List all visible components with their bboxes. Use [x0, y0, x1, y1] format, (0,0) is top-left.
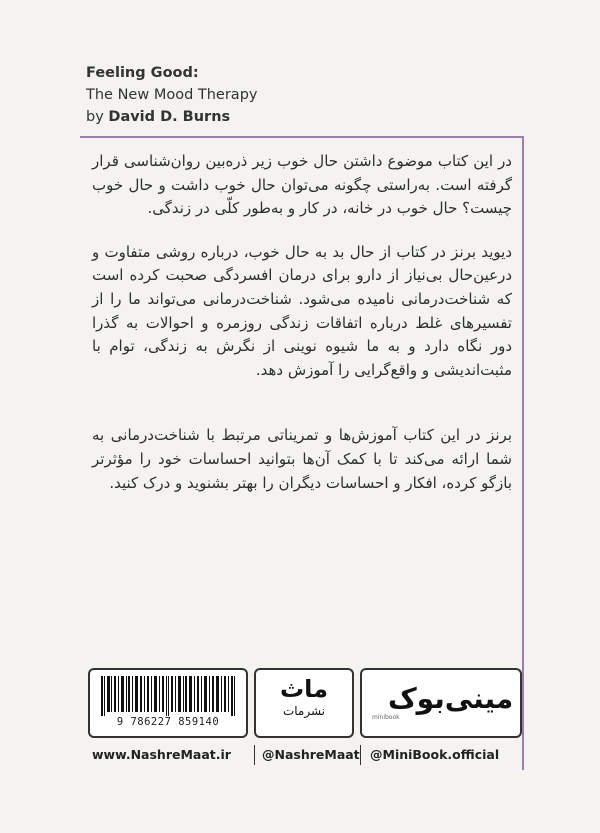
- barcode-icon: [99, 676, 237, 716]
- book-title-block: [86, 62, 257, 128]
- imprint-logo: [360, 668, 522, 738]
- author-name: David D. Burns: [108, 109, 231, 125]
- barcode: [88, 668, 248, 738]
- blurb-text: [92, 150, 512, 515]
- imprint-logo-mark: مینی‌بوک: [388, 682, 514, 715]
- publisher-name: نشرمات: [282, 704, 326, 718]
- paragraph-2: دیوید برنز در کتاب از حال بد به حال خوب، درباره روشی متفاوت و درعین‌حال بی‌نیاز از دارو برای درمان افسردگی صحبت کرده است که شناخت‌درمانی نامیده می‌شود. شناخت‌درمانی می‌تواند ما را از تفسیرهای غلط درباره اتفاقات زندگی روزمره و احوالات به گذرا دور نگاه دارد و به ما شیوه نوینی از نگرش به زندگی، توام با مثبت‌اندیشی و واقع‌گرایی را آموزش دهد.: [92, 242, 512, 379]
- publisher-logo: [254, 668, 354, 738]
- divider: [360, 745, 361, 765]
- website-link[interactable]: www.NashreMaat.ir: [92, 747, 231, 762]
- paragraph-1: در این کتاب موضوع داشتن حال خوب زیر ذره‌بین روان‌شناسی قرار گرفته است. به‌راستی چگونه می‌توان حال خوب داشت و حال خوب چیست؟ حال خوب در خانه، در کار و به‌طور کلّی در زندگی.: [92, 152, 512, 218]
- instagram-imprint[interactable]: @MiniBook.official: [370, 747, 500, 762]
- isbn-number: 9 786227 859140: [116, 716, 220, 728]
- by-label: by: [86, 109, 104, 125]
- divider: [254, 745, 255, 765]
- instagram-publisher[interactable]: @NashreMaat: [262, 747, 360, 762]
- title-line-2: The New Mood Therapy: [86, 87, 258, 103]
- paragraph-3: برنز در این کتاب آموزش‌ها و تمریناتی مرتبط با شناخت‌درمانی به شما ارائه می‌کند تا با کمک آن‌ها بتوانید احساسات خود را مؤثرتر بازگو کرده، افکار و احساسات دیگران را بهتر بشنوید و درک کنید.: [92, 426, 512, 492]
- footer-links: [88, 744, 522, 766]
- title-line-1: Feeling Good:: [86, 65, 199, 81]
- publisher-logo-mark: ماث: [280, 675, 328, 703]
- logo-row: [88, 668, 522, 736]
- imprint-tag: minibook: [372, 714, 400, 721]
- author-line: [86, 106, 257, 128]
